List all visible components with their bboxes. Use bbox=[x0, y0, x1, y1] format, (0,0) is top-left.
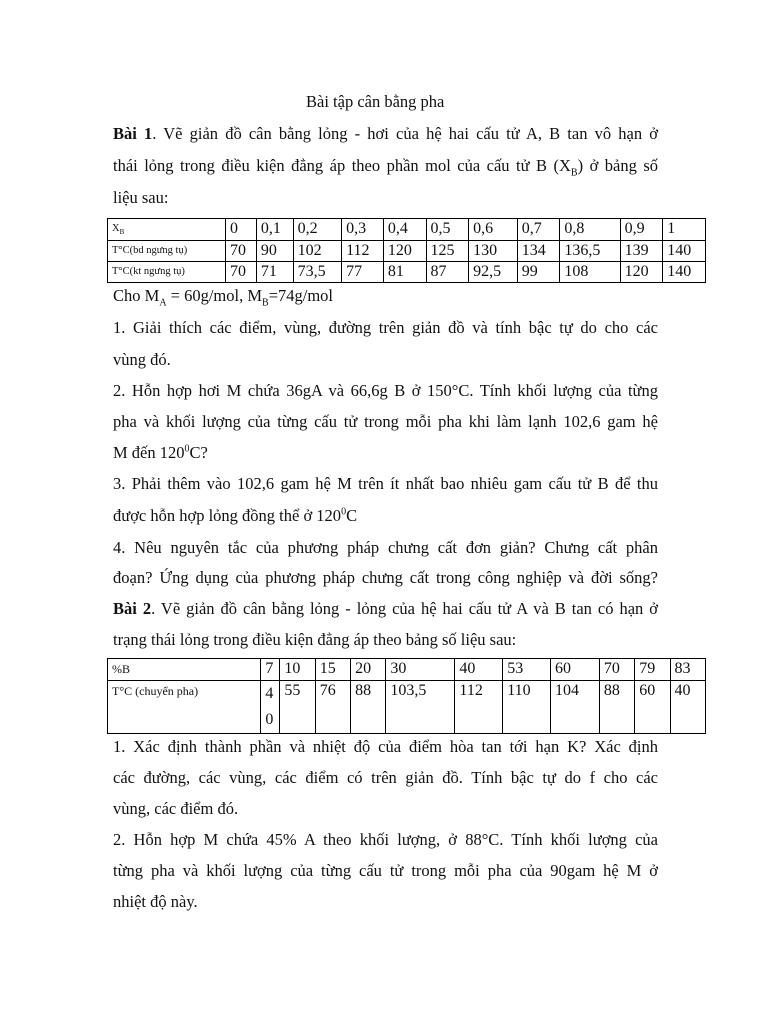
bai2-q1-line1: 1. Xác định thành phần và nhiệt độ của điểm hòa tan tới hạn K? Xác định bbox=[113, 737, 658, 756]
table-cell: 53 bbox=[503, 659, 551, 681]
table-cell: 88 bbox=[351, 681, 386, 734]
table-cell: 99 bbox=[517, 262, 560, 283]
table-cell: 30 bbox=[386, 659, 455, 681]
table-row bbox=[108, 659, 706, 681]
bai1-heading: Bài 1 bbox=[113, 124, 153, 143]
table-cell: 140 bbox=[663, 241, 706, 262]
table-cell: 0,9 bbox=[620, 219, 663, 241]
bai1-q3-line1: 3. Phải thêm vào 102,6 gam hệ M trên ít nhất bao nhiêu gam cấu tử B để thu bbox=[113, 474, 658, 493]
table-cell: 0,5 bbox=[426, 219, 469, 241]
table-cell: 81 bbox=[383, 262, 426, 283]
bai1-q2-line3: M đến $120^0C$? bbox=[113, 443, 208, 462]
table-cell: 139 bbox=[620, 241, 663, 262]
table-cell: 120 bbox=[620, 262, 663, 283]
table-cell: 0 bbox=[225, 219, 256, 241]
bai1-q4-line2: đoạn? Ứng dụng của phương pháp chưng cất trong công nghiệp và đời sống? bbox=[113, 568, 658, 587]
table-cell: 0,3 bbox=[342, 219, 384, 241]
table-cell: 108 bbox=[560, 262, 620, 283]
table-row bbox=[108, 262, 706, 283]
table-cell: 40 bbox=[455, 659, 503, 681]
table-cell: 92,5 bbox=[469, 262, 518, 283]
table-row bbox=[108, 681, 706, 734]
table-cell: 125 bbox=[426, 241, 469, 262]
bai2-q2-line2: từng pha và khối lượng của từng cấu tử trong mỗi pha của 90gam hệ M ở bbox=[113, 861, 658, 880]
table-header-cell: T°C (chuyển pha) bbox=[108, 681, 261, 734]
table-cell: 1 bbox=[663, 219, 706, 241]
bai2-data-table bbox=[107, 658, 706, 734]
table-row bbox=[108, 241, 706, 262]
table-cell: 136,5 bbox=[560, 241, 620, 262]
table-cell: 104 bbox=[551, 681, 600, 734]
table-cell: 7 bbox=[261, 659, 280, 681]
table-cell: 76 bbox=[315, 681, 350, 734]
bai1-line3: liệu sau: bbox=[113, 188, 169, 207]
table-cell: 70 bbox=[225, 262, 256, 283]
table-cell: 73,5 bbox=[293, 262, 342, 283]
table-header-cell: $X_B$ bbox=[108, 219, 226, 241]
table-cell: 55 bbox=[280, 681, 315, 734]
table-row bbox=[108, 219, 706, 241]
table-cell: 60 bbox=[551, 659, 600, 681]
bai2-q2-line3: nhiệt độ này. bbox=[113, 892, 198, 911]
table-cell: 102 bbox=[293, 241, 342, 262]
table-cell: 60 bbox=[635, 681, 670, 734]
bai1-q2-line1: 2. Hỗn hợp hơi M chứa 36gA và 66,6g B ở 150°C. Tính khối lượng của từng bbox=[113, 381, 658, 400]
table-cell: 70 bbox=[225, 241, 256, 262]
table-header-cell: T°C(kt ngưng tụ) bbox=[108, 262, 226, 283]
bai1-q1-line2: vùng đó. bbox=[113, 350, 171, 369]
bai2-q2-line1: 2. Hỗn hợp M chứa 45% A theo khối lượng, ở 88°C. Tính khối lượng của bbox=[113, 830, 658, 849]
page-title: Bài tập cân bằng pha bbox=[306, 92, 445, 111]
bai1-line1: Bài 1. Vẽ giản đồ cân bằng lỏng - hơi của hệ hai cấu tử A, B tan vô hạn ở bbox=[113, 124, 658, 143]
table-cell: 130 bbox=[469, 241, 518, 262]
bai1-q2-line2: pha và khối lượng của từng cấu tử trong mỗi pha khi làm lạnh 102,6 gam hệ bbox=[113, 412, 658, 431]
table-cell: 79 bbox=[635, 659, 670, 681]
table-cell: 71 bbox=[256, 262, 293, 283]
table-cell: 112 bbox=[342, 241, 384, 262]
table-cell: 103,5 bbox=[386, 681, 455, 734]
table-cell: 0,7 bbox=[517, 219, 560, 241]
bai1-q3-line2: được hỗn hợp lỏng đồng thể ở $120^0C$ bbox=[113, 506, 358, 525]
table-cell: 140 bbox=[663, 262, 706, 283]
table-header-cell: %B bbox=[108, 659, 261, 681]
bai1-q4-line1: 4. Nêu nguyên tắc của phương pháp chưng cất đơn giản? Chưng cất phân bbox=[113, 538, 658, 557]
table-cell: 0,1 bbox=[256, 219, 293, 241]
bai1-line2: thái lỏng trong điều kiện đẳng áp theo phần mol của cấu tử B $(X_B)$ ở bảng số bbox=[113, 156, 658, 179]
bai2-q1-line2: các đường, các vùng, các điểm có trên giản đồ. Tính bậc tự do f cho các bbox=[113, 768, 658, 787]
table-header-cell: T°C(bd ngưng tụ) bbox=[108, 241, 226, 262]
table-cell: 0,6 bbox=[469, 219, 518, 241]
bai2-line1: Bài 2. Vẽ giản đồ cân bằng lỏng - lỏng của hệ hai cấu tử A và B tan có hạn ở bbox=[113, 599, 658, 618]
table-cell: 87 bbox=[426, 262, 469, 283]
bai2-q1-line3: vùng, các điểm đó. bbox=[113, 799, 239, 818]
table-cell: 112 bbox=[455, 681, 503, 734]
bai1-q1-line1: 1. Giải thích các điểm, vùng, đường trên giản đồ và tính bậc tự do cho các bbox=[113, 318, 658, 337]
table-cell: 90 bbox=[256, 241, 293, 262]
bai2-heading: Bài 2 bbox=[113, 599, 152, 618]
bai1-data-table bbox=[107, 218, 706, 283]
table-cell: 0,4 bbox=[383, 219, 426, 241]
table-cell: 40 bbox=[261, 681, 280, 734]
molar-mass-line: Cho $M_A = 60g/mol$, $M_B=74g$/mol bbox=[113, 286, 334, 309]
table-cell: 134 bbox=[517, 241, 560, 262]
table-cell: 0,2 bbox=[293, 219, 342, 241]
table-cell: 20 bbox=[351, 659, 386, 681]
table-cell: 10 bbox=[280, 659, 315, 681]
table-cell: 77 bbox=[342, 262, 384, 283]
bai2-line2: trạng thái lỏng trong điều kiện đẳng áp theo bảng số liệu sau: bbox=[113, 630, 517, 649]
table-cell: 88 bbox=[599, 681, 634, 734]
table-cell: 83 bbox=[670, 659, 705, 681]
table-cell: 15 bbox=[315, 659, 350, 681]
table-cell: 0,8 bbox=[560, 219, 620, 241]
table-cell: 40 bbox=[670, 681, 705, 734]
table-cell: 110 bbox=[503, 681, 551, 734]
table-cell: 120 bbox=[383, 241, 426, 262]
table-cell: 70 bbox=[599, 659, 634, 681]
